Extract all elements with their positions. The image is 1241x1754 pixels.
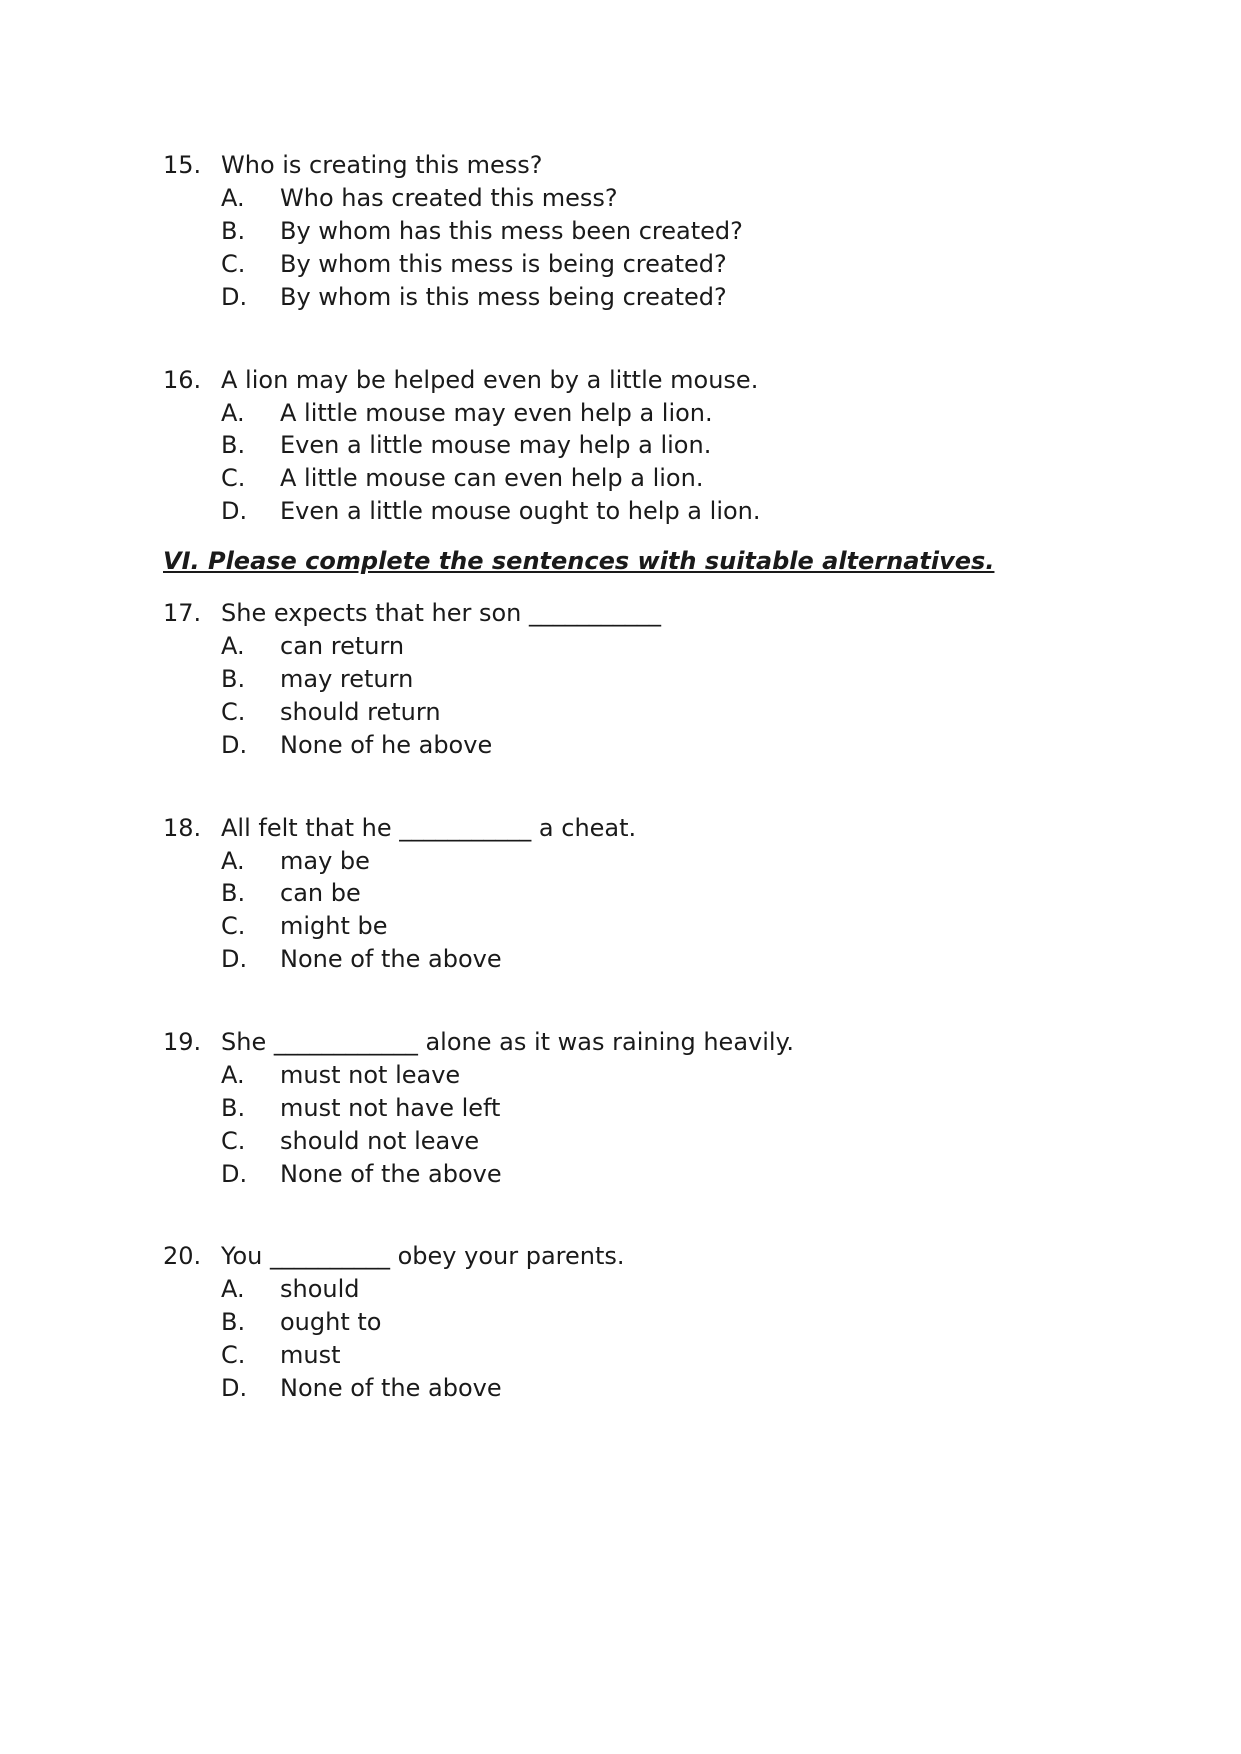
option (221, 695, 441, 729)
option-text: ought to (280, 1308, 382, 1336)
option-text: None of the above (280, 945, 502, 973)
option (221, 280, 727, 314)
option (221, 428, 711, 462)
option-text: must (280, 1341, 341, 1369)
question-text: She expects that her son ___________ (221, 599, 661, 627)
question-16 (163, 363, 758, 397)
option-text: None of the above (280, 1160, 502, 1188)
section-heading: VI. Please complete the sentences with suitable alternatives. (163, 547, 995, 575)
option-letter: B. (221, 879, 246, 907)
question-number: 18. (163, 814, 202, 842)
option-letter: C. (221, 250, 246, 278)
option-letter: D. (221, 283, 248, 311)
option (221, 214, 743, 248)
question-number: 15. (163, 151, 202, 179)
option (221, 1091, 500, 1125)
question-15 (163, 148, 543, 182)
option-text: None of he above (280, 731, 493, 759)
option-letter: A. (221, 632, 245, 660)
option (221, 662, 413, 696)
option-letter: A. (221, 1061, 245, 1089)
question-text: All felt that he ___________ a cheat. (221, 814, 637, 842)
option-letter: B. (221, 217, 246, 245)
option (221, 942, 502, 976)
option-text: should not leave (280, 1127, 480, 1155)
option-letter: C. (221, 464, 246, 492)
option-letter: D. (221, 1374, 248, 1402)
option (221, 1338, 341, 1372)
question-number: 17. (163, 599, 202, 627)
option-letter: C. (221, 912, 246, 940)
question-18 (163, 811, 636, 845)
option (221, 1058, 460, 1092)
option-text: None of the above (280, 1374, 502, 1402)
option (221, 844, 370, 878)
question-number: 19. (163, 1028, 202, 1056)
option-letter: B. (221, 431, 246, 459)
option-text: By whom is this mess being created? (280, 283, 727, 311)
option-text: may return (280, 665, 414, 693)
question-number: 16. (163, 366, 202, 394)
option-text: By whom this mess is being created? (280, 250, 727, 278)
option-letter: B. (221, 665, 246, 693)
option (221, 629, 404, 663)
question-text: She ____________ alone as it was raining heavily. (221, 1028, 794, 1056)
option (221, 909, 388, 943)
option-text: might be (280, 912, 388, 940)
option-letter: B. (221, 1308, 246, 1336)
option (221, 1305, 381, 1339)
question-text: Who is creating this mess? (221, 151, 543, 179)
option-letter: D. (221, 945, 248, 973)
option-text: A little mouse can even help a lion. (280, 464, 704, 492)
option-text: can return (280, 632, 405, 660)
option-text: must not have left (280, 1094, 501, 1122)
option-letter: C. (221, 1341, 246, 1369)
option-text: should return (280, 698, 441, 726)
option-text: Even a little mouse ought to help a lion. (280, 497, 761, 525)
option (221, 1272, 360, 1306)
option-text: By whom has this mess been created? (280, 217, 743, 245)
option (221, 494, 761, 528)
option-text: should (280, 1275, 360, 1303)
question-19 (163, 1025, 794, 1059)
option-letter: A. (221, 1275, 245, 1303)
option-letter: D. (221, 497, 248, 525)
option-letter: C. (221, 1127, 246, 1155)
question-text: A lion may be helped even by a little mouse. (221, 366, 759, 394)
option-letter: A. (221, 399, 245, 427)
option-letter: D. (221, 1160, 248, 1188)
option (221, 247, 727, 281)
option-letter: B. (221, 1094, 246, 1122)
option-text: A little mouse may even help a lion. (280, 399, 713, 427)
option (221, 461, 703, 495)
option (221, 728, 492, 762)
option-text: Even a little mouse may help a lion. (280, 431, 712, 459)
question-number: 20. (163, 1242, 202, 1270)
option (221, 396, 713, 430)
option (221, 1157, 502, 1191)
question-17 (163, 596, 661, 630)
option (221, 1124, 479, 1158)
option (221, 181, 618, 215)
option-letter: C. (221, 698, 246, 726)
option-text: Who has created this mess? (280, 184, 618, 212)
option-text: must not leave (280, 1061, 461, 1089)
option-text: can be (280, 879, 361, 907)
option-letter: D. (221, 731, 248, 759)
option (221, 1371, 502, 1405)
option-text: may be (280, 847, 370, 875)
question-text: You __________ obey your parents. (221, 1242, 625, 1270)
option (221, 876, 361, 910)
option-letter: A. (221, 184, 245, 212)
question-20 (163, 1239, 625, 1273)
option-letter: A. (221, 847, 245, 875)
